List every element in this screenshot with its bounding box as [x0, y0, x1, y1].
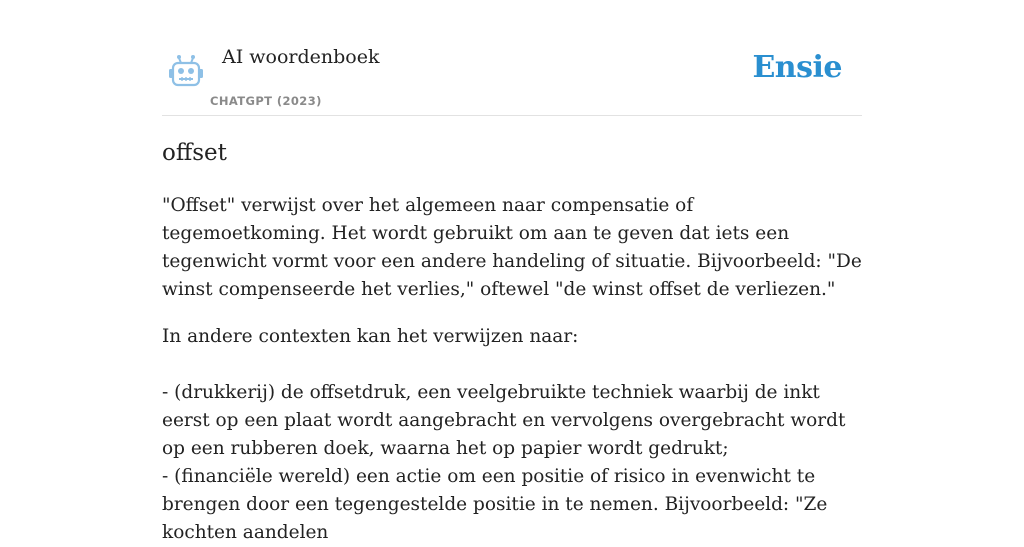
context-list [162, 323, 862, 547]
entry-term: offset [162, 140, 227, 166]
robot-icon [166, 52, 206, 92]
page [162, 0, 862, 543]
list-item: - (financiële wereld) een actie om een positie of risico in evenwicht te brengen door een tegengestelde positie in te nemen. Bijvoorbeeld: "Ze kochten aandelen [162, 466, 828, 543]
definition-paragraph: In andere contexten kan het verwijzen naar: [162, 326, 579, 347]
spacer [162, 351, 862, 379]
dictionary-title-link[interactable]: AI woordenboek [222, 46, 380, 68]
site-header [162, 0, 862, 116]
list-item: - (drukkerij) de offsetdruk, een veelgebruikte techniek waarbij de inkt eerst op een plaat wordt aangebracht en vervolgens overgebracht wordt op een rubberen doek, waarna het op papier wordt gedrukt; [162, 382, 846, 459]
ensie-logo-link[interactable]: Ensie [752, 50, 842, 85]
definition-paragraph: "Offset" verwijst over het algemeen naar compensatie of tegemoetkoming. Het wordt gebruikt om aan te geven dat iets een tegenwicht vormt voor een andere handeling of situatie. Bijvoorbeeld: "De winst compenseerde het verlies," oftewel "de winst offset de verliezen." [162, 195, 862, 300]
source-label: CHATGPT (2023) [210, 94, 322, 108]
entry-definition [162, 192, 862, 547]
